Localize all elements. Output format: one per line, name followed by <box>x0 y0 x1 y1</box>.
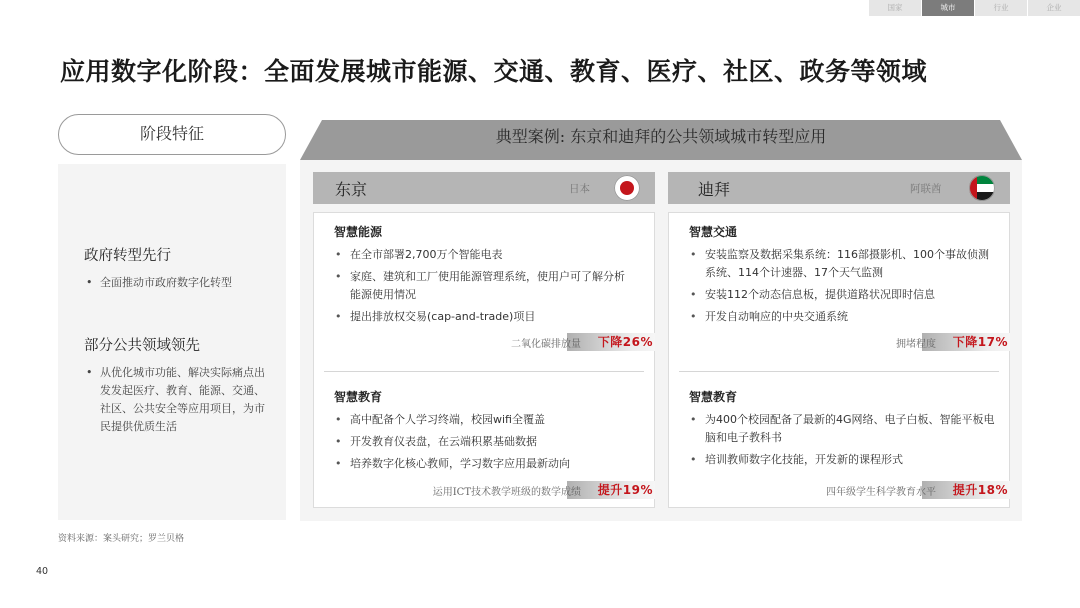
bullet-item: • 高中配备个人学习终端，校园wifi全覆盖 <box>334 411 634 429</box>
city-name: 东京 <box>335 180 368 199</box>
city-bar-dubai <box>668 172 1010 204</box>
bullet-item: • 全面推动市政府数字化转型 <box>84 274 264 292</box>
metric-label: 运用ICT技术教学班级的数学成绩 <box>432 487 581 498</box>
tab-industry[interactable]: 行业 <box>975 0 1027 16</box>
city-card-dubai <box>668 212 1010 508</box>
group-bullets <box>84 274 264 292</box>
section-bullets <box>689 411 995 473</box>
tab-city[interactable]: 城市 <box>922 0 974 16</box>
bullet-item: • 开发自动响应的中央交通系统 <box>689 308 995 326</box>
page-number: 40 <box>36 566 49 577</box>
case-header-title: 典型案例: 东京和迪拜的公共领域城市转型应用 <box>495 127 827 146</box>
bullet-item: • 培训教师数字化技能，开发新的课程形式 <box>689 451 995 469</box>
japan-flag-icon <box>614 175 640 201</box>
section-title: 智慧交通 <box>689 225 738 239</box>
metric-math-score <box>324 481 655 499</box>
section-bullets <box>334 246 634 330</box>
metric-value: 提升19% <box>597 483 653 497</box>
metric-value: 下降17% <box>952 335 1008 349</box>
bullet-item: • 安装监察及数据采集系统：116部摄影机、100个事故侦测系统、114个计速器、17个天气监测 <box>689 246 995 282</box>
city-name: 迪拜 <box>698 180 731 199</box>
section-title: 智慧能源 <box>334 225 383 239</box>
metric-co2 <box>324 333 655 351</box>
bullet-item: • 家庭、建筑和工厂使用能源管理系统，使用户可了解分析能源使用情况 <box>334 268 634 304</box>
tab-country[interactable]: 国家 <box>869 0 921 16</box>
city-bar-tokyo <box>313 172 655 204</box>
metric-value: 下降26% <box>597 335 653 349</box>
section-divider <box>679 371 999 372</box>
bullet-item: • 在全市部署2,700万个智能电表 <box>334 246 634 264</box>
section-title: 智慧教育 <box>689 390 738 404</box>
group-heading: 部分公共领域领先 <box>84 338 200 354</box>
bullet-item: • 从优化城市功能、解决实际痛点出发发起医疗、教育、能源、交通、社区、公共安全等应用项目，为市民提供优质生活 <box>84 364 266 436</box>
top-nav-tabs <box>868 0 1080 16</box>
page-title: 应用数字化阶段：全面发展城市能源、交通、教育、医疗、社区、政务等领域 <box>60 57 928 86</box>
section-bullets <box>689 246 995 330</box>
section-divider <box>324 371 644 372</box>
bullet-item: • 为400个校园配备了最新的4G网络、电子白板、智能平板电脑和电子教科书 <box>689 411 995 447</box>
bullet-item: • 培养数字化核心教师，学习数字应用最新动向 <box>334 455 634 473</box>
bullet-item: • 提出排放权交易(cap-and-trade)项目 <box>334 308 634 326</box>
section-bullets <box>334 411 634 477</box>
tab-enterprise[interactable]: 企业 <box>1028 0 1080 16</box>
metric-congestion <box>679 333 1010 351</box>
group-heading: 政府转型先行 <box>84 248 171 264</box>
metric-label: 二氧化碳排放量 <box>511 339 581 350</box>
stage-features-panel <box>58 164 286 520</box>
country-name: 阿联酋 <box>910 183 942 195</box>
country-name: 日本 <box>569 183 590 195</box>
uae-flag-icon <box>969 175 995 201</box>
section-title: 智慧教育 <box>334 390 383 404</box>
metric-label: 拥堵程度 <box>896 339 936 350</box>
bullet-item: • 安装112个动态信息板，提供道路状况即时信息 <box>689 286 995 304</box>
stage-features-pill: 阶段特征 <box>58 114 286 155</box>
bullet-item: • 开发教育仪表盘，在云端积累基础数据 <box>334 433 634 451</box>
metric-label: 四年级学生科学教育水平 <box>826 487 936 498</box>
metric-value: 提升18% <box>952 483 1008 497</box>
city-card-tokyo <box>313 212 655 508</box>
metric-science-level <box>679 481 1010 499</box>
source-note: 资料来源：案头研究；罗兰贝格 <box>58 534 185 544</box>
group-bullets <box>84 364 266 436</box>
